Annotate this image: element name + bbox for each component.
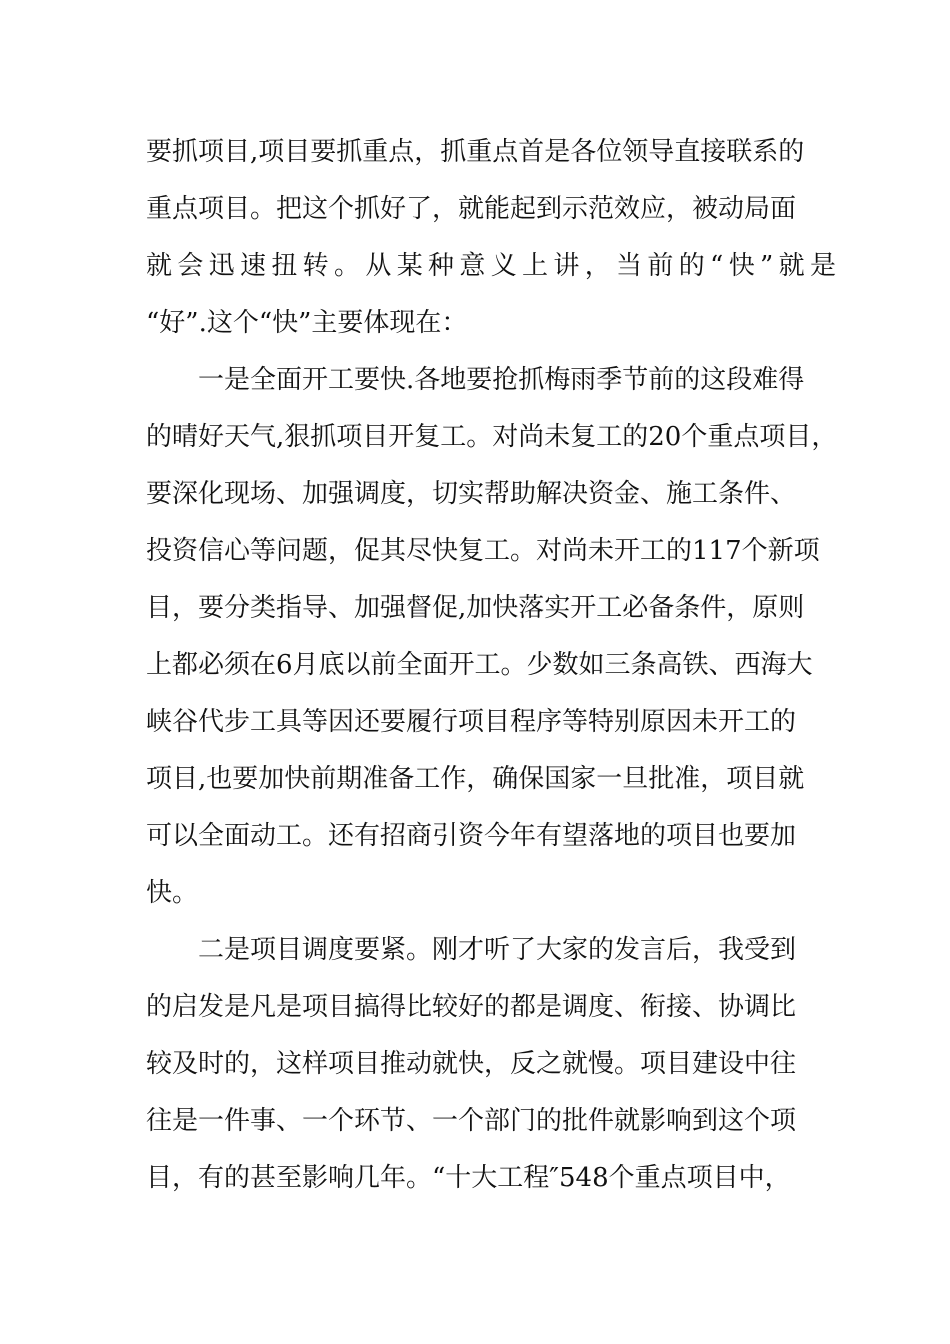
text-line: 较及时的，这样项目推动就快，反之就慢。项目建设中往 <box>146 1049 797 1079</box>
text-line: 峡谷代步工具等因还要履行项目程序等特别原因未开工的 <box>146 707 797 737</box>
text-line: 可以全面动工。还有招商引资今年有望落地的项目也要加 <box>146 821 797 851</box>
text-line: 项目,也要加快前期准备工作，确保国家一旦批准，项目就 <box>146 764 805 794</box>
text-line: “好”.这个“快”主要体现在： <box>146 308 468 338</box>
text-line: 目，有的甚至影响几年。“十大工程″548个重点项目中， <box>146 1163 791 1193</box>
text-line: 快。 <box>146 878 199 908</box>
text-line: 投资信心等问题，促其尽快复工。对尚未开工的117个新项 <box>146 536 820 566</box>
text-line: 的晴好天气,狠抓项目开复工。对尚未复工的20个重点项目， <box>146 422 838 452</box>
text-line: 要深化现场、加强调度，切实帮助解决资金、施工条件、 <box>146 479 797 509</box>
text-line: 目，要分类指导、加强督促,加快落实开工必备条件，原则 <box>146 593 805 623</box>
text-line: 往是一件事、一个环节、一个部门的批件就影响到这个项 <box>146 1106 797 1136</box>
text-line: 的启发是凡是项目搞得比较好的都是调度、衔接、协调比 <box>146 992 797 1022</box>
text-line: 要抓项目,项目要抓重点，抓重点首是各位领导直接联系的 <box>146 137 805 167</box>
text-line: 上都必须在6月底以前全面开工。少数如三条高铁、西海大 <box>146 650 813 680</box>
text-line: 重点项目。把这个抓好了，就能起到示范效应，被动局面 <box>146 194 797 224</box>
document-body <box>146 124 836 1207</box>
text-line: 就会迅速扭转。从某种意义上讲，当前的“快”就是 <box>146 251 836 281</box>
paragraph-first-line: 二是项目调度要紧。刚才听了大家的发言后，我受到 <box>198 935 797 965</box>
paragraph-first-line: 一是全面开工要快.各地要抢抓梅雨季节前的这段难得 <box>198 365 805 395</box>
